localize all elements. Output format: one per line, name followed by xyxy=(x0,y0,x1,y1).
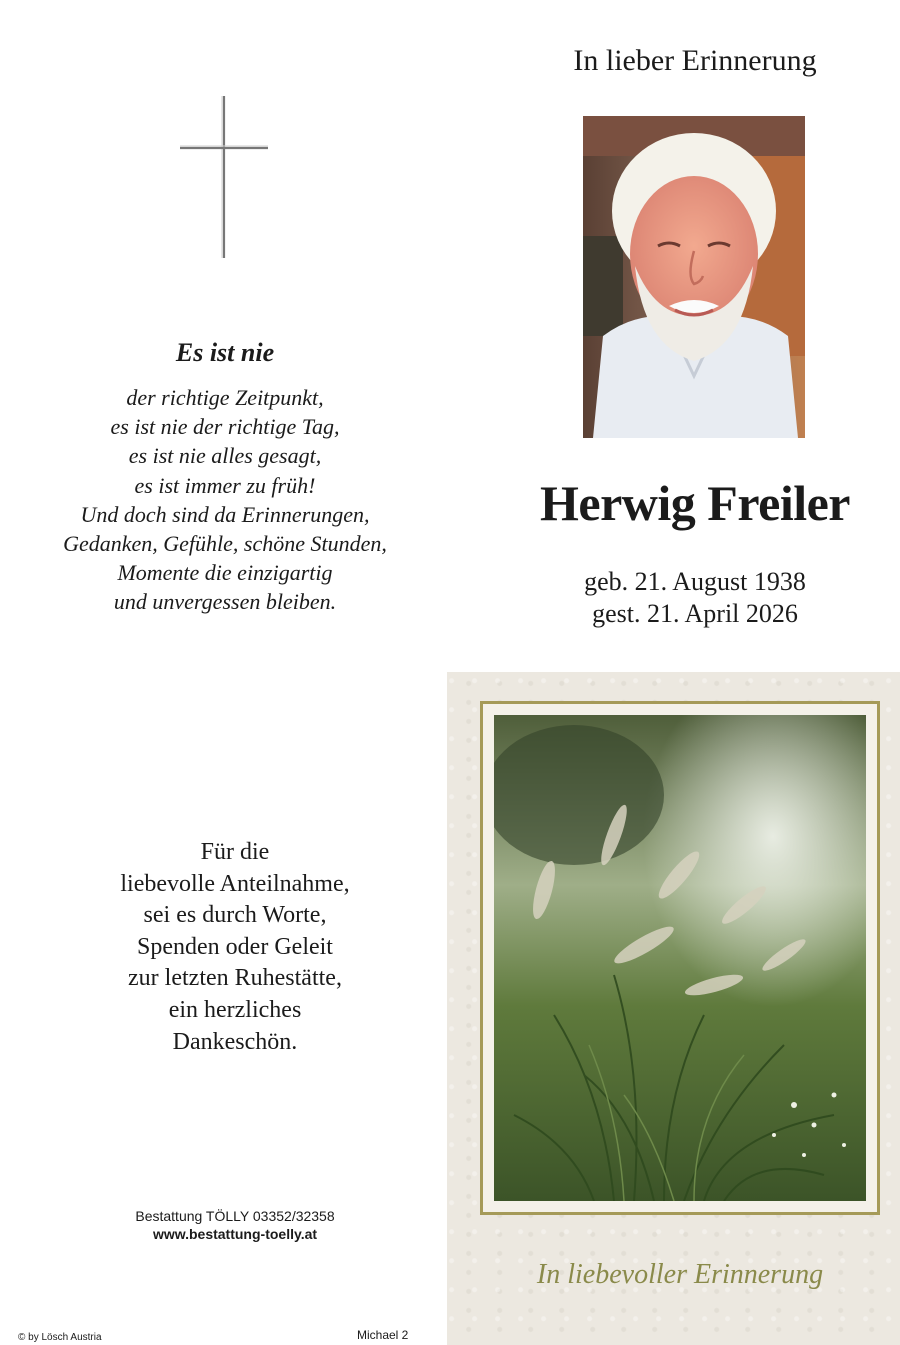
birth-date: geb. 21. August 1938 xyxy=(584,567,806,596)
deceased-name: Herwig Freiler xyxy=(540,475,850,531)
thanks-line: Für die xyxy=(200,839,270,865)
thanks-line: Spenden oder Geleit xyxy=(137,933,333,960)
poem-line: es ist nie der richtige Tag, xyxy=(110,414,340,440)
poem-line: Gedanken, Gefühle, schöne Stunden, xyxy=(63,531,387,557)
thanks-text xyxy=(40,837,430,1058)
poem-line: Momente die einzigartig xyxy=(117,560,333,586)
poem-text xyxy=(30,383,420,617)
cross-icon xyxy=(178,94,270,260)
poem-line: Und doch sind da Erinnerungen, xyxy=(80,501,370,527)
print-code: Michael 2 xyxy=(357,1328,409,1342)
thanks-line: liebevolle Anteilnahme, xyxy=(120,870,350,897)
funeral-home-info xyxy=(60,1207,410,1243)
thanks-line: zur letzten Ruhestätte, xyxy=(128,965,342,992)
funeral-home-phone: Bestattung TÖLLY 03352/32358 xyxy=(135,1208,335,1224)
thanks-line: Dankeschön. xyxy=(172,1028,298,1055)
funeral-home-website[interactable]: www.bestattung-toelly.at xyxy=(152,1226,318,1242)
poem-line: der richtige Zeitpunkt, xyxy=(126,385,324,410)
closing-script-text: In liebevoller Erinnerung xyxy=(536,1259,824,1290)
thanks-line: sei es durch Worte, xyxy=(143,902,327,929)
death-date: gest. 21. April 2026 xyxy=(592,599,798,628)
life-dates xyxy=(470,566,900,630)
poem-line: es ist nie alles gesagt, xyxy=(128,443,322,469)
portrait-photo xyxy=(583,116,805,438)
grass-photo xyxy=(494,715,866,1201)
poem-line: es ist immer zu früh! xyxy=(134,472,316,498)
poem-title: Es ist nie xyxy=(175,338,275,367)
memorial-heading: In lieber Erinnerung xyxy=(573,44,817,77)
copyright-note: © by Lösch Austria xyxy=(18,1332,102,1343)
thanks-line: ein herzliches xyxy=(168,996,302,1023)
poem-line: und unvergessen bleiben. xyxy=(113,589,337,615)
